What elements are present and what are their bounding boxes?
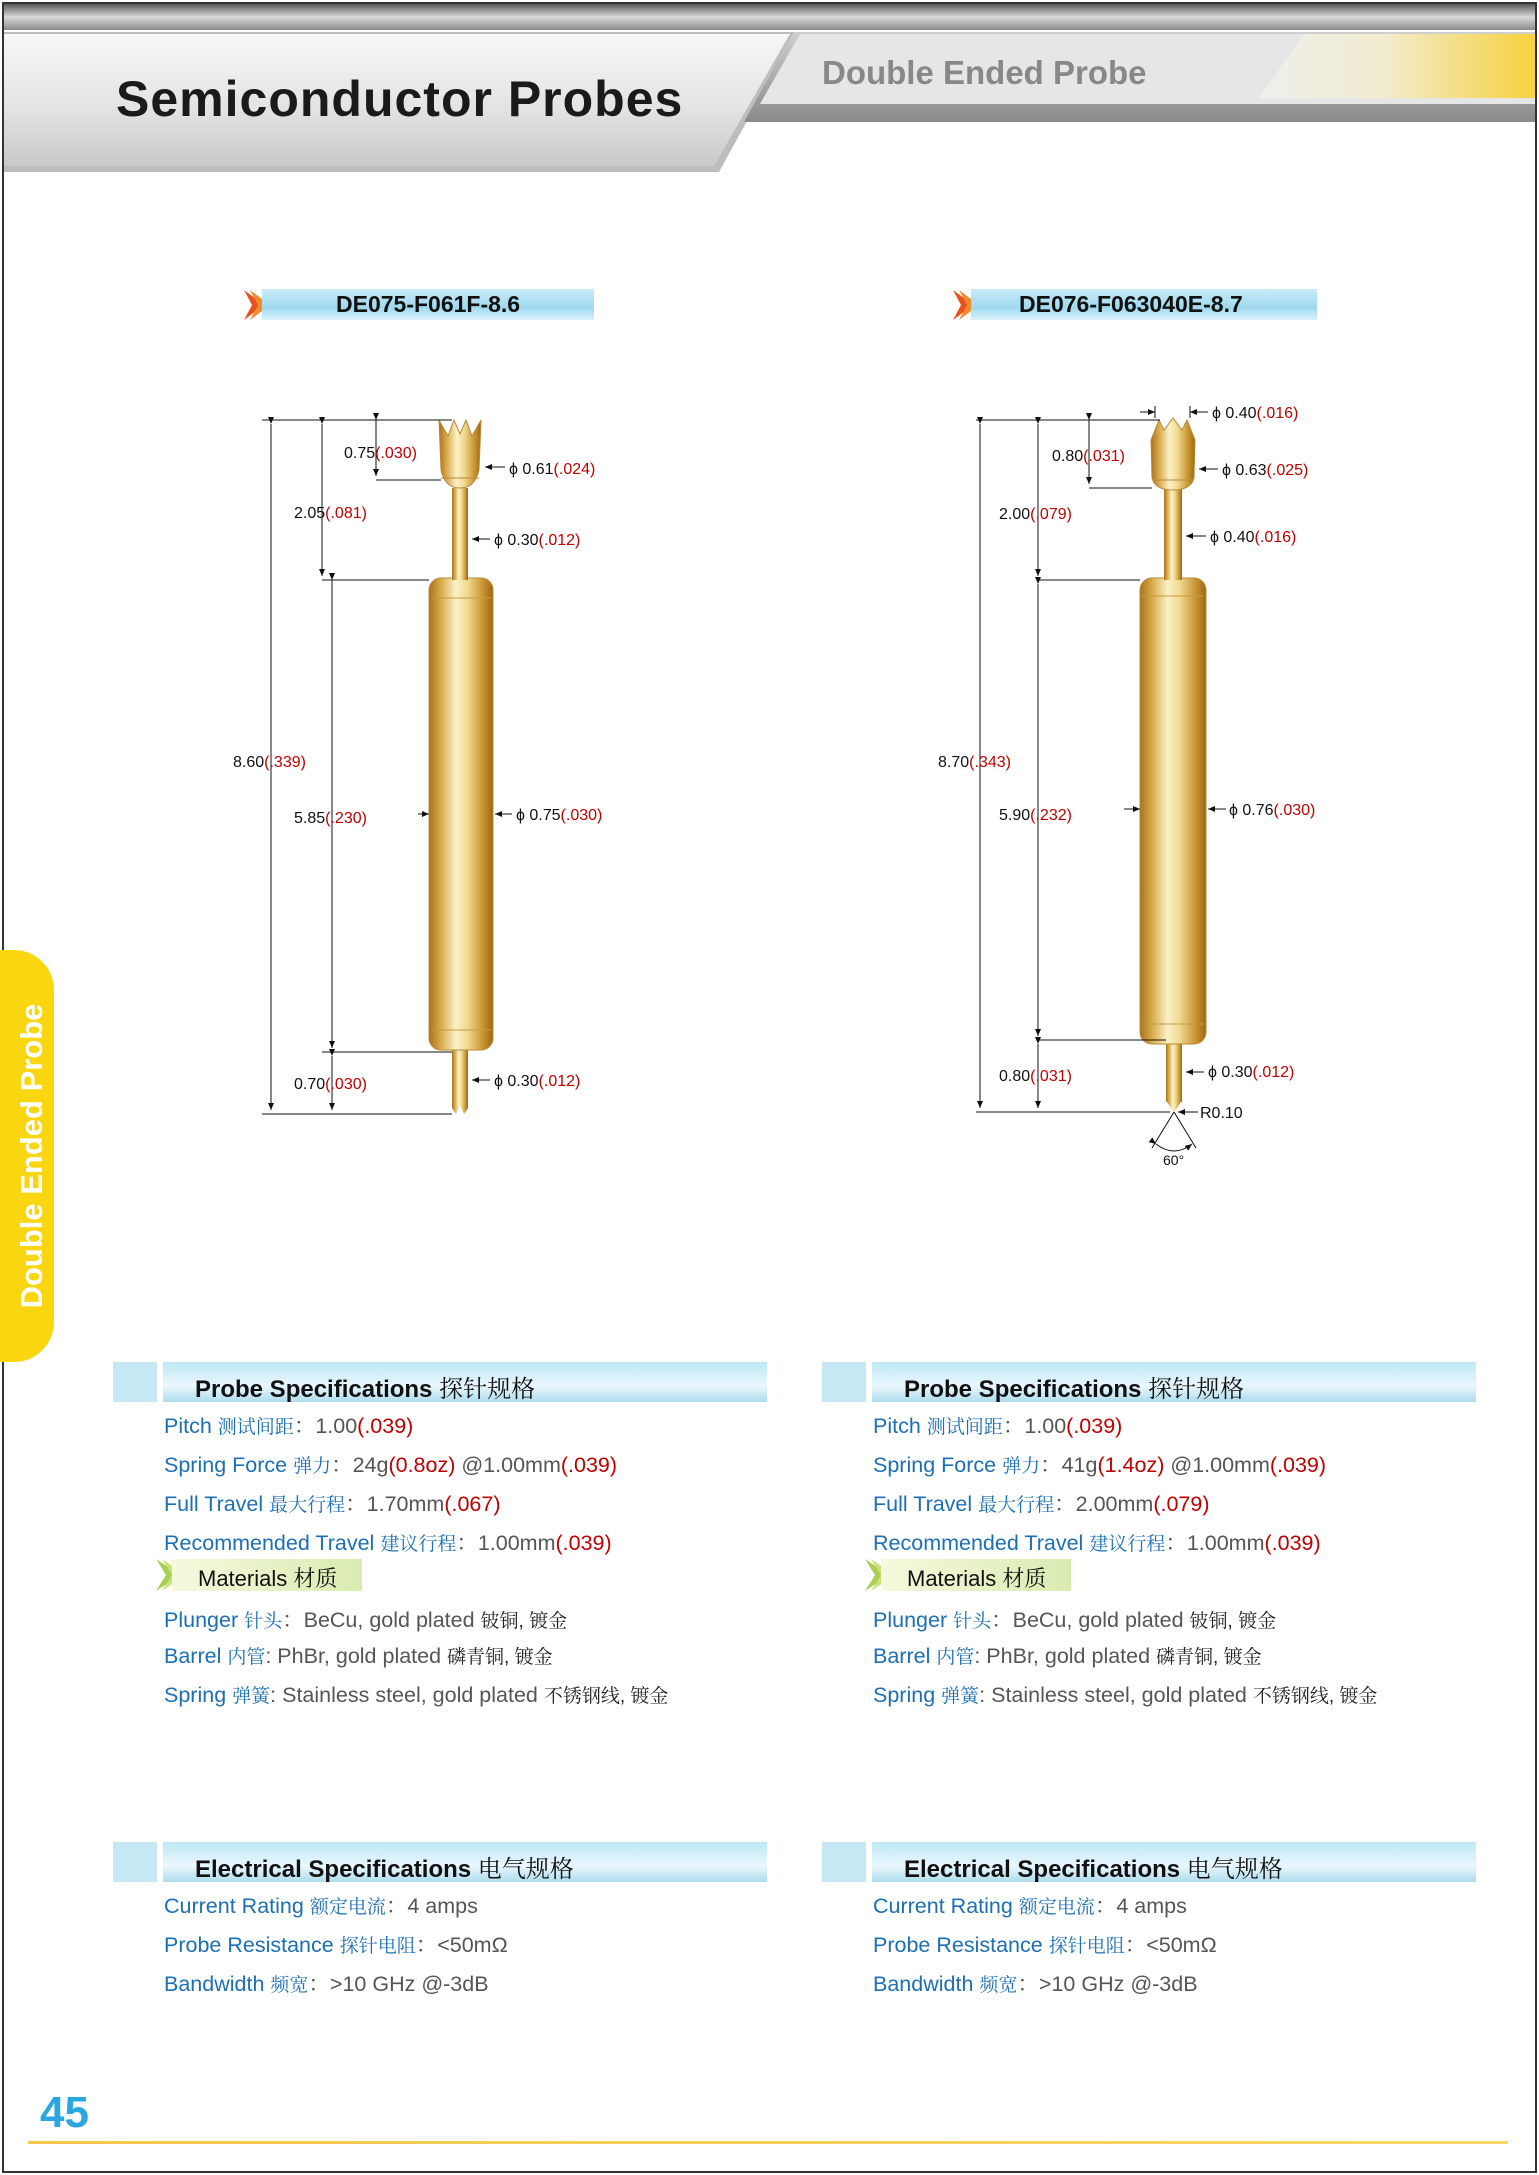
- page-number: 45: [40, 2088, 89, 2137]
- section-subtitle: Double Ended Probe: [822, 54, 1147, 91]
- spec-spring: Spring 弹簧: Stainless steel, gold plated 不锈钢线, 镀金: [164, 1683, 669, 1707]
- probe-drawing-2: [938, 405, 1315, 1168]
- materials-heading-2: Materials 材质: [865, 1557, 1095, 1593]
- side-tab-label: Double Ended Probe: [14, 1003, 49, 1309]
- dim-barrel-diameter: ϕ 0.76(.030): [1229, 802, 1316, 819]
- dim-total-length: 8.60(.339): [233, 754, 306, 771]
- spec-current-rating: Current Rating 额定电流：4 amps: [164, 1894, 478, 1918]
- spec-full-travel: Full Travel 最大行程：2.00mm(.079): [873, 1492, 1210, 1516]
- spec-spring-force: Spring Force 弹力：24g(0.8oz) @1.00mm(.039): [164, 1453, 618, 1477]
- dim-top-length: 2.05(.081): [294, 505, 367, 522]
- spec-barrel: Barrel 内管: PhBr, gold plated 磷青铜, 镀金: [873, 1644, 1262, 1668]
- probe-specs-heading-2: Probe Specifications 探针规格: [822, 1362, 1482, 1404]
- dim-barrel-length: 5.85(.230): [294, 810, 367, 827]
- spec-plunger: Plunger 针头：BeCu, gold plated 铍铜, 镀金: [873, 1608, 1277, 1632]
- dim-barrel-length: 5.90(.232): [999, 807, 1072, 824]
- dim-tip-angle: 60°: [1163, 1152, 1185, 1168]
- dim-bottom-length: 0.70(.030): [294, 1076, 367, 1093]
- spec-recommended-travel: Recommended Travel 建议行程：1.00mm(.039): [873, 1531, 1321, 1555]
- dim-barrel-diameter: ϕ 0.75(.030): [516, 807, 603, 824]
- materials-heading-1: Materials 材质: [156, 1557, 386, 1593]
- product-name-2: DE076-F063040E-8.7: [1019, 291, 1243, 317]
- spec-probe-resistance: Probe Resistance 探针电阻：<50mΩ: [164, 1933, 508, 1957]
- spec-barrel: Barrel 内管: PhBr, gold plated 磷青铜, 镀金: [164, 1644, 553, 1668]
- probe-specs-heading-1: Probe Specifications 探针规格: [113, 1362, 773, 1404]
- dim-total-length: 8.70(.343): [938, 754, 1011, 771]
- dim-bottom-diameter: ϕ 0.30(.012): [1208, 1064, 1295, 1081]
- spec-recommended-travel: Recommended Travel 建议行程：1.00mm(.039): [164, 1531, 612, 1555]
- spec-probe-resistance: Probe Resistance 探针电阻：<50mΩ: [873, 1933, 1217, 1957]
- spec-current-rating: Current Rating 额定电流：4 amps: [873, 1894, 1187, 1918]
- spec-plunger: Plunger 针头：BeCu, gold plated 铍铜, 镀金: [164, 1608, 568, 1632]
- dim-top-plunger-diameter: ϕ 0.30(.012): [494, 532, 581, 549]
- dim-bottom-length: 0.80(.031): [999, 1068, 1072, 1085]
- spec-spring-force: Spring Force 弹力：41g(1.4oz) @1.00mm(.039): [873, 1453, 1327, 1477]
- spec-pitch: Pitch 测试间距：1.00(.039): [164, 1414, 414, 1438]
- footer-rule: [28, 2141, 1508, 2144]
- spec-bandwidth: Bandwidth 频宽：>10 GHz @-3dB: [164, 1972, 489, 1996]
- page-title: Semiconductor Probes: [116, 71, 684, 127]
- spec-bandwidth: Bandwidth 频宽：>10 GHz @-3dB: [873, 1972, 1198, 1996]
- dim-head-diameter: ϕ 0.61(.024): [509, 461, 596, 478]
- dim-tip-radius: R0.10: [1200, 1105, 1243, 1122]
- dim-bottom-diameter: ϕ 0.30(.012): [494, 1073, 581, 1090]
- dim-tip-length: 0.75(.030): [344, 445, 417, 462]
- dim-tip-length: 0.80(.031): [1052, 448, 1125, 465]
- spec-full-travel: Full Travel 最大行程：1.70mm(.067): [164, 1492, 501, 1516]
- spec-spring: Spring 弹簧: Stainless steel, gold plated 不锈钢线, 镀金: [873, 1683, 1378, 1707]
- dim-head-diameter: ϕ 0.63(.025): [1222, 462, 1309, 479]
- electrical-specs-heading-2: Electrical Specifications 电气规格: [822, 1842, 1482, 1884]
- spec-pitch: Pitch 测试间距：1.00(.039): [873, 1414, 1123, 1438]
- dim-crown-diameter: ϕ 0.40(.016): [1212, 405, 1299, 422]
- dim-top-length: 2.00(.079): [999, 506, 1072, 523]
- probe-drawing-1: [233, 420, 602, 1114]
- dim-top-plunger-diameter: ϕ 0.40(.016): [1210, 529, 1297, 546]
- electrical-specs-heading-1: Electrical Specifications 电气规格: [113, 1842, 773, 1884]
- product-name-1: DE075-F061F-8.6: [336, 291, 521, 317]
